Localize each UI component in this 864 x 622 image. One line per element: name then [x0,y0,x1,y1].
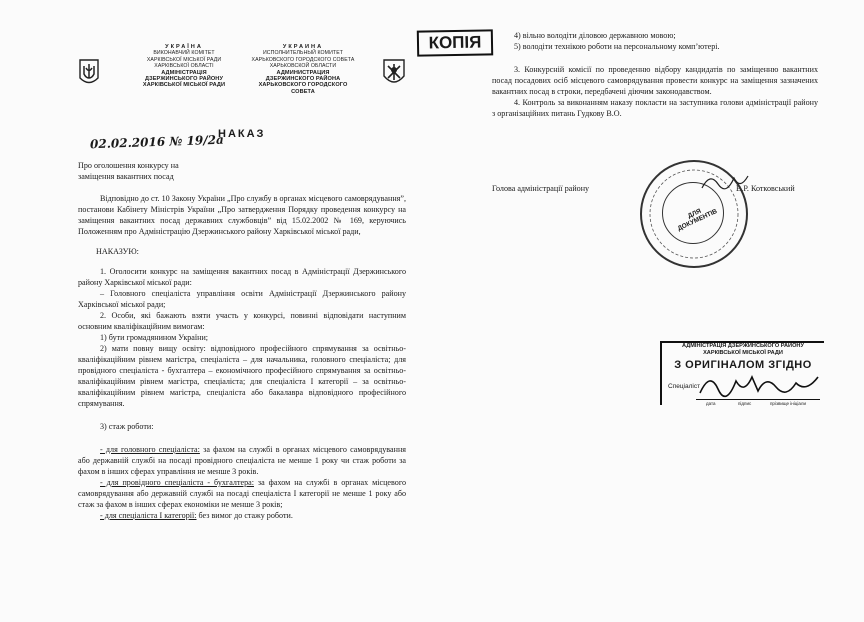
header-left-line5: ДЗЕРЖИНСЬКОГО РАЙОНУ [144,76,224,83]
orig-stamp-sub2: підпис [738,401,752,406]
header-left-block [128,44,240,89]
experience-1 [78,444,406,477]
seal-center-text: ДЛЯ ДОКУМЕНТІВ [676,207,719,233]
experience-3-label: - для спеціаліста І категорії: [100,511,197,520]
experience-2-label: - для провідного спеціаліста - бухгалтера: [100,478,254,487]
item-1-sub: – Головного спеціаліста управління освіти Адміністрації Дзержинського району Харківської міської ради; [78,289,406,309]
order-word: НАКАЗУЮ: [96,247,139,256]
date-number-handwritten: 02.02.2016 № 19/2а [89,132,224,152]
orig-stamp-sub1: дата [706,401,716,406]
header-left-line2: ХАРКІВСЬКОЇ МІСЬКОЇ РАДИ [146,56,222,63]
signature-name: В.Р. Котковський [736,184,795,193]
experience-1-label: - для головного спеціаліста: [100,445,200,454]
trident-coat-of-arms-icon [78,58,100,88]
signature-position: Голова адміністрації району [492,184,590,193]
header-right-line4: АДМИНИСТРАЦИЯ [276,69,330,76]
header-left-line4: АДМІНІСТРАЦІЯ [161,69,207,76]
item-2: 2. Особи, які бажають взяти участь у конкурсі, повинні відповідати наступним основним кваліфікаційним вимогам: [78,311,406,331]
header-left-line6: ХАРКІВСЬКОЇ МІСЬКОЇ РАДИ [142,82,226,89]
header-right-line5: ДЗЕРЖИНСКОГО РАЙОНА [265,76,341,83]
experience-3-text: без вимог до стажу роботи. [196,511,293,520]
header-right-block [246,44,360,95]
requirement-5: 5) володіти технікою роботи на персональному комп’ютері. [514,42,720,51]
left-column-body [78,193,406,521]
item-3: 3. Конкурсній комісії по проведенню відбору кандидатів по заміщенню вакантних посад посадових осіб місцевого самоврядування провести конкурс на заміщення зазначених вакантних посад в строки, передбачені діючим законодавством. [492,65,818,96]
requirement-1: 1) бути громадянином України; [100,333,209,342]
header-left-line1: ВИКОНАВЧИЙ КОМІТЕТ [153,50,215,57]
orig-stamp-signature-icon [696,367,824,401]
original-conformity-stamp [660,341,824,405]
experience-1-text: за фахом на службі в органах місцевого самоврядування або державній службі на посаді провідного спеціаліста не менше 1 року чи стаж роботи за фахом в інших сферах управління не менше 3 років. [78,445,406,476]
requirement-3: 3) стаж роботи: [100,422,154,431]
orig-stamp-line1: АДМІНІСТРАЦІЯ ДЗЕРЖИНСЬКОГО РАЙОНУ [682,343,804,349]
header-right-line6: ХАРЬКОВСКОГО ГОРОДСКОГО СОВЕТА [258,82,348,95]
experience-2-text: за фахом на службі в органах місцевого самоврядування або державній службі на посаді спеціаліста І категорії не менше 1 року або стаж за фахом в інших сферах економіки не менше 3 років; [78,478,407,509]
orig-stamp-line3: З ОРИГІНАЛОМ ЗГІДНО [674,359,812,371]
handwritten-signature-icon [700,170,750,194]
header-left-country: УКРАЇНА [165,44,203,50]
orig-stamp-line4: Спеціаліст [668,383,701,390]
doc-type-title: НАКАЗ [218,128,266,140]
subject-line-1: Про оголошення конкурсу на [78,161,179,170]
item-1: 1. Оголосити конкурс на заміщення вакантних посад в Адміністрації Дзержинського району Харківської міської ради: [78,267,406,287]
header-right-country: УКРАИНА [282,44,324,50]
subject-line-2: заміщення вакантних посад [78,172,174,181]
header-left-line3: ХАРКІВСЬКОЇ ОБЛАСТІ [154,63,214,70]
item-4: 4. Контроль за виконанням наказу покласти на заступника голови адміністрації району з організаційних питань Гудкову В.О. [492,98,818,118]
experience-2 [78,477,406,510]
orig-stamp-sub3: прізвище ініціали [770,401,807,406]
city-emblem-icon [382,58,406,88]
header-right-line3: ХАРЬКОВСКОЙ ОБЛАСТИ [269,63,337,70]
requirement-2: 2) мати повну вищу освіту: відповідного професійного спрямування за освітньо-кваліфікаційним рівнем магістра, спеціаліста – для начальника, головного спеціаліста; для провідного спеціаліста - бухгалтера – економічного професійного спрямування за освітньо-кваліфікаційним рівнем магістра, спеціаліста; для спеціаліста І категорії – за освітньо-кваліфікаційним рівнем магістра, спеціаліста або бакалавра відповідного професійного спрямування. [78,344,406,408]
header-right-line1: ИСПОЛНИТЕЛЬНЫЙ КОМИТЕТ [262,50,344,57]
copy-stamp: КОПІЯ [417,29,493,56]
subject [78,160,258,182]
right-column-body [492,30,818,119]
orig-stamp-line2: ХАРКІВСЬКОЇ МІСЬКОЇ РАДИ [703,350,783,356]
requirement-4: 4) вільно володіти діловою державною мовою; [514,31,676,40]
experience-3 [78,510,406,521]
preamble-paragraph: Відповідно до ст. 10 Закону України „Про службу в органах місцевого самоврядування”, постанови Кабінету Міністрів України „Про затвердження Порядку проведення конкурсу на заміщення вакантних посад державних службовців” від 15.02.2002 № 169, керуючись Положенням про Адміністрацію Дзержинського району Харківської міської ради, [78,194,406,236]
header-right-line2: ХАРЬКОВСКОГО ГОРОДСКОГО СОВЕТА [251,56,355,63]
